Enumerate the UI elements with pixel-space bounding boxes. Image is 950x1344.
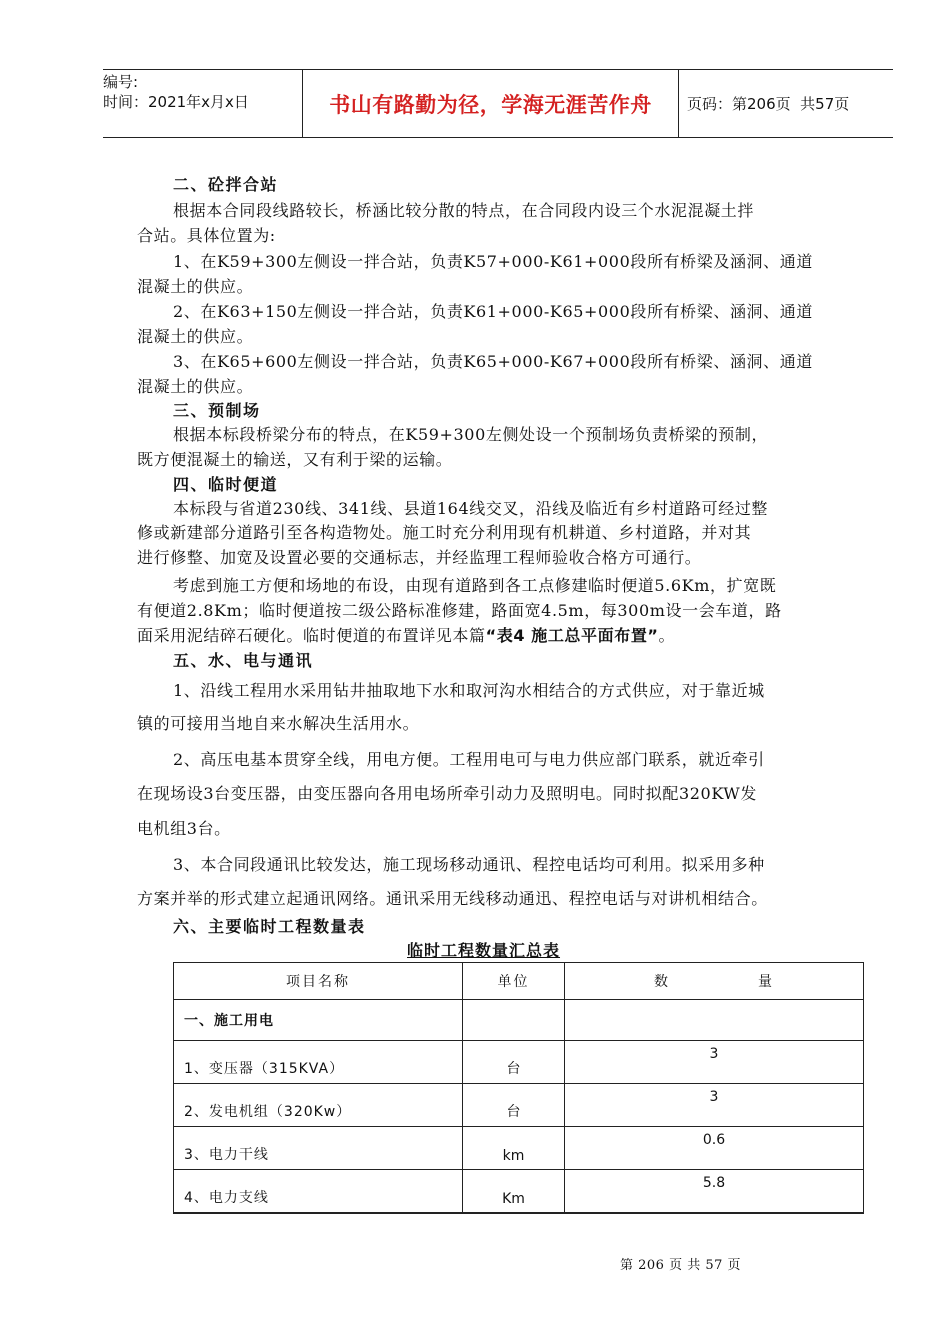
unit-cell: km	[463, 1127, 565, 1170]
paragraph-line: 2、在K63+150左侧设一拌合站，负责K61+000-K65+000段所有桥梁、涵洞、通道	[173, 302, 813, 321]
paragraph-line: 2、高压电基本贯穿全线，用电方便。工程用电可与电力供应部门联系，就近牵引	[173, 750, 765, 769]
table-row	[174, 1170, 864, 1214]
header-qty-b: 量	[758, 974, 774, 990]
section-title: 四、临时便道	[173, 475, 279, 494]
paragraph-line: 考虑到施工方便和场地的布设，由现有道路到各工点修建临时便道5.6Km，扩宽既	[173, 576, 777, 595]
paragraph-line: 既方便混凝土的输送，又有利于梁的运输。	[137, 450, 453, 469]
paragraph-line: 修或新建部分道路引至各构造物处。施工时充分利用现有机耕道、乡村道路，并对其	[137, 523, 752, 542]
section-title: 五、水、电与通讯	[173, 651, 314, 670]
paragraph-line: 混凝土的供应。	[137, 277, 254, 296]
paragraph-line: 镇的可接用当地自来水解决生活用水。	[137, 714, 420, 733]
qty-cell	[565, 1000, 864, 1041]
unit-cell: 台	[463, 1041, 565, 1084]
section-title: 三、预制场	[173, 401, 261, 420]
paragraph-line: 根据本合同段线路较长，桥涵比较分散的特点，在合同段内设三个水泥混凝土拌	[173, 201, 755, 220]
table-row	[174, 1041, 864, 1084]
header-cell-unit: 单位	[463, 963, 565, 1000]
page-footer: 第 206 页 共 57 页	[620, 1258, 742, 1273]
paragraph-line: 混凝土的供应。	[137, 327, 254, 346]
page-label: 页码：第206页 共57页	[687, 95, 850, 113]
name-cell: 3、电力干线	[174, 1127, 463, 1170]
table-row	[174, 1127, 864, 1170]
paragraph-line: 有便道2.8Km；临时便道按二级公路标准修建，路面宽4.5m，每300m设一会车道，路	[137, 601, 782, 620]
unit-cell: Km	[463, 1170, 565, 1214]
paragraph-line	[137, 623, 675, 646]
paragraph-line: 在现场设3台变压器，由变压器向各用电场所牵引动力及照明电。同时拟配320KW发	[137, 784, 757, 803]
paragraph-line: 3、本合同段通讯比较发达，施工现场移动通讯、程控电话均可利用。拟采用多种	[173, 855, 765, 874]
qty-cell: 5.8	[565, 1170, 864, 1214]
text-run: 面采用泥结碎石硬化。临时便道的布置详见本篇	[137, 626, 486, 645]
number-label: 编号:	[103, 73, 139, 91]
page-header	[103, 69, 893, 138]
paragraph-line: 合站。具体位置为:	[137, 226, 276, 245]
section-cell: 一、施工用电	[174, 1000, 463, 1041]
table-row	[174, 1084, 864, 1127]
section-title: 二、砼拌合站	[173, 175, 279, 194]
header-qty-a: 数	[654, 974, 670, 990]
table-reference: “表4 施工总平面布置”	[485, 626, 659, 645]
paragraph-line: 进行修整、加宽及设置必要的交通标志，并经监理工程师验收合格方可通行。	[137, 548, 702, 567]
qty-cell: 0.6	[565, 1127, 864, 1170]
table-header-row	[174, 963, 864, 1000]
header-page-info	[679, 70, 893, 137]
paragraph-line: 方案并举的形式建立起通讯网络。通讯采用无线移动通迅、程控电话与对讲机相结合。	[137, 889, 768, 908]
paragraph-line: 混凝土的供应。	[137, 377, 254, 396]
time-label: 时间：2021年x月x日	[103, 93, 249, 111]
header-motto: 书山有路勤为径，学海无涯苦作舟	[303, 70, 679, 137]
paragraph-line: 3、在K65+600左侧设一拌合站，负责K65+000-K67+000段所有桥梁、涵洞、通道	[173, 352, 813, 371]
paragraph-line: 1、沿线工程用水采用钻井抽取地下水和取河沟水相结合的方式供应，对于靠近城	[173, 681, 765, 700]
name-cell: 2、发电机组（320Kw）	[174, 1084, 463, 1127]
header-cell-name: 项目名称	[174, 963, 463, 1000]
paragraph-line: 根据本标段桥梁分布的特点，在K59+300左侧处设一个预制场负责桥梁的预制，	[173, 425, 769, 444]
temporary-works-table	[173, 962, 864, 1214]
table-title: 临时工程数量汇总表	[407, 941, 561, 960]
qty-cell: 3	[565, 1084, 864, 1127]
section-title: 六、主要临时工程数量表	[173, 917, 366, 936]
unit-cell	[463, 1000, 565, 1041]
unit-cell: 台	[463, 1084, 565, 1127]
name-cell: 4、电力支线	[174, 1170, 463, 1214]
paragraph-line: 本标段与省道230线、341线、县道164线交叉，沿线及临近有乡村道路可经过整	[173, 499, 769, 518]
header-cell-qty	[565, 963, 864, 1000]
qty-cell: 3	[565, 1041, 864, 1084]
paragraph-line: 电机组3台。	[137, 819, 231, 838]
header-meta	[103, 70, 303, 137]
table-section-row	[174, 1000, 864, 1041]
text-run: 。	[658, 626, 676, 645]
paragraph-line: 1、在K59+300左侧设一拌合站，负责K57+000-K61+000段所有桥梁及涵洞、通道	[173, 252, 813, 271]
name-cell: 1、变压器（315KVA）	[174, 1041, 463, 1084]
